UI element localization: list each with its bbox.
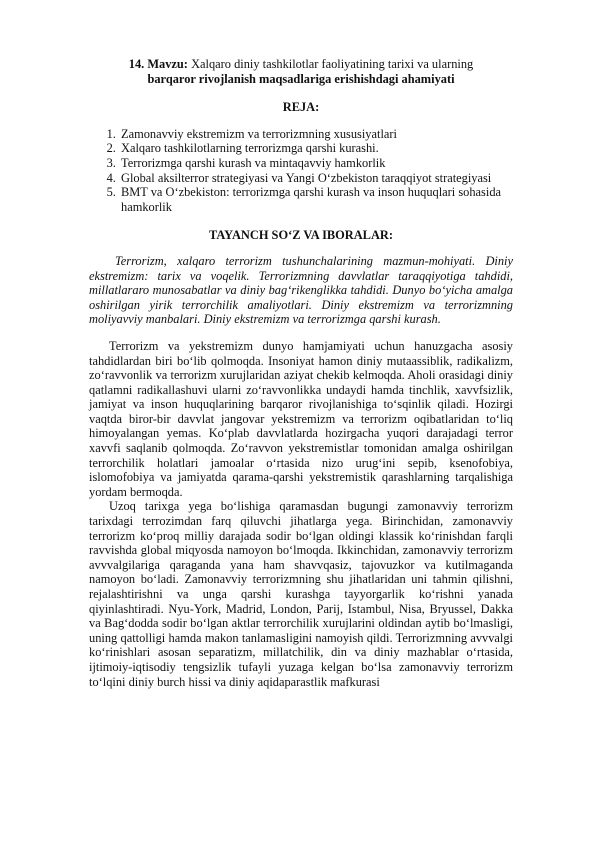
plan-item: 4. Global aksilterror strategiyasi va Yangi O‘zbekiston taraqqiyot strategiyasi xyxy=(119,171,513,186)
plan-item: 2. Xalqaro tashkilotlarning terrorizmga qarshi kurashi. xyxy=(119,141,513,156)
body-paragraph: Terrorizm va yekstremizm dunyo hamjamiyati uchun hanuzgacha asosiy tahdidlardan biri bo‘lib qolmoqda. Insoniyat hamon diniy mutaassiblik, radikalizm, zo‘ravvonlik va terrorizm xurujlaridan aziyat chekib kelmoqda. Aholi orasidagi diniy qatlamni radikallashuvi ularni zo‘ravvonlikka undaydi hamda tinchlik, xavvfsizlik, jamiyat va inson huquqlarining barqaror rivojlanishiga to‘sqinlik qiladi. Hozirgi vaqtda biror-bir davvlat jangovar yekstremizm va terrorizm oqibatlaridan to‘liq himoyalangan yemas. Ko‘plab davvlatlarda hozirgacha yuqori darajadagi terror xavvfi saqlanib qolmoqda. Zo‘ravvon yekstremistlar tomonidan amalga oshirilgan terrorchilik holatlari jamoalar o‘rtasida nizo urug‘ini sepib, ksenofobiya, islomofobiya va jamiyatda qarama-qarshi yekstremistik qarashlarning tarqalishiga yordam bermoqda. xyxy=(89,338,513,499)
topic-title xyxy=(89,57,513,86)
keywords-title: TAYANCH SO‘Z VA IBORALAR: xyxy=(209,228,393,243)
document-page xyxy=(89,57,513,689)
plan-item: 1. Zamonavviy ekstremizm va terrorizmning xususiyatlari xyxy=(119,127,513,142)
body-paragraph: Uzoq tarixga yega bo‘lishiga qaramasdan bugungi zamonavviy terrorizm tarixdagi terrozimdan farq qiluvchi jihatlarga yega. Birinchidan, zamonavviy terrorizm ko‘proq milliy darajada sodir bo‘lgan oldingi klassik ko‘rinishdan farqli ravvishda global miqyosda namoyon bo‘lmoqda. Ikkinchidan, zamonavviy terrorizm avvvalgilariga qaraganda yana ham shavvqasiz, tajovuzkor va kutilmaganda namoyon bo‘ladi. Zamonavviy terrorizmning shu jihatlaridan uni tahmin qilishni, rejalashtirishni va unga qarshi kurashga tayyorgarlik ko‘rishni yanada qiyinlashtiradi. Nyu-York, Madrid, London, Parij, Istambul, Nisa, Bryussel, Dakka va Bag‘dodda sodir bo‘lgan aktlar terrorchilik xurujlarini oldindan aytib bo‘lmasligi, uning qattolligi hamda makon tanlamasligini namoyish qildi. Terrorizmning avvvalgi ko‘rinishlari asosan separatizm, millatchilik, din va diniy mazhablar o‘rtasida, ijtimoiy-iqtisodiy tengsizlik tufayli yuzaga kelgan bo‘lsa zamonavviy terrorizm to‘lqini diniy burch hissi va diniy aqidaparastlik mafkurasi xyxy=(89,499,513,689)
plan-list xyxy=(89,127,513,215)
topic-subtitle: barqaror rivojlanish maqsadlariga erishishdagi ahamiyati xyxy=(147,71,455,86)
keywords-text: Terrorizm, xalqaro terrorizm tushunchalarining mazmun-mohiyati. Diniy ekstremizm: tarix va voqelik. Terrorizmning davvlatlar taraqqiyotiga tahdidi, millatlararo munosabatlar va diniy bag‘rikenglikka tahdidi. Dunyo bo‘yicha amalga oshirilgan yirik terrorchilik amaliyotlari. Diniy ekstremizm va terrorizmning moliyavviy manbalari. Diniy ekstremizm va terrorizmga qarshi kurash. xyxy=(89,253,513,327)
topic-label: 14. Mavzu: xyxy=(128,57,188,71)
plan-item: 5. BMT va O‘zbekiston: terrorizmga qarshi kurash va inson huquqlari sohasida hamkorlik xyxy=(119,185,513,214)
topic-text: Xalqaro diniy tashkilotlar faoliyatining tarixi va ularning xyxy=(191,57,474,71)
plan-title: REJA: xyxy=(282,100,320,115)
plan-item: 3. Terrorizmga qarshi kurash va mintaqavviy hamkorlik xyxy=(119,156,513,171)
